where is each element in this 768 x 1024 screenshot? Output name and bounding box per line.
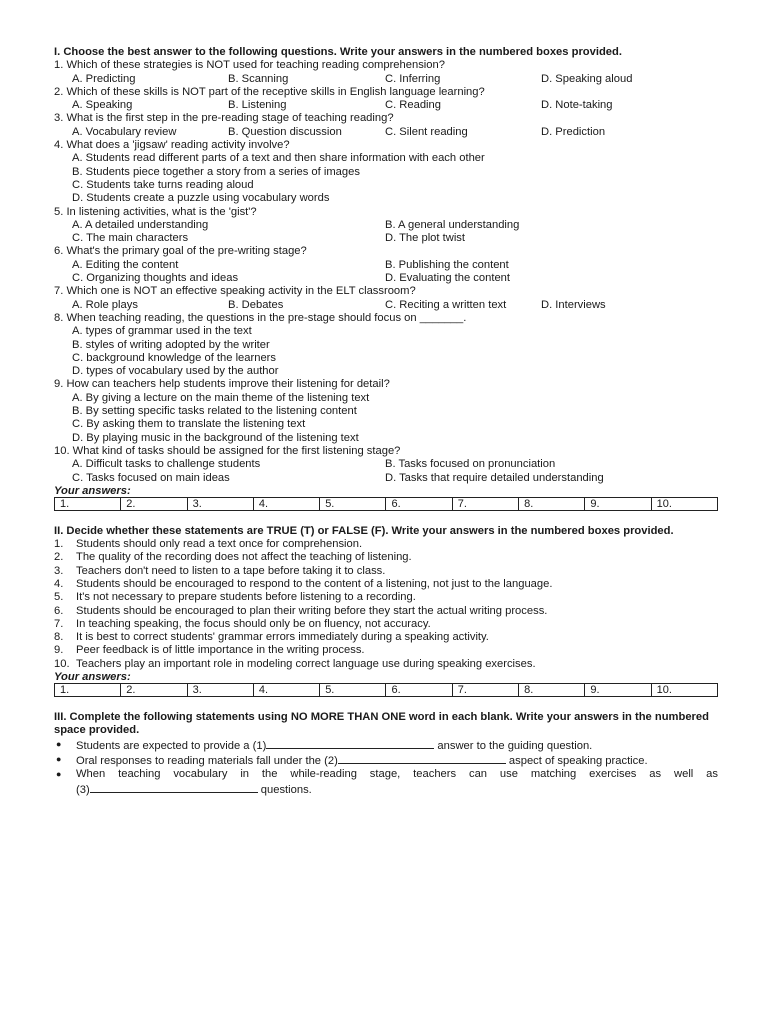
option-a: A. types of grammar used in the text bbox=[72, 325, 252, 338]
option-c: C. The main characters bbox=[72, 232, 189, 245]
blank-2[interactable] bbox=[338, 753, 506, 764]
part3-title: III. Complete the following statements using NO MORE THAN ONE word in each blank. Write your answers in the numbered space provided. bbox=[54, 711, 709, 737]
part1-question-8 bbox=[54, 312, 718, 378]
item-text: Students should be encouraged to respond to the content of a listening, not just to the language. bbox=[76, 577, 553, 590]
list-item bbox=[54, 738, 718, 753]
answer-box[interactable]: 9. bbox=[585, 684, 651, 697]
blank-3[interactable] bbox=[90, 782, 258, 793]
list-item bbox=[54, 644, 718, 657]
blank-1[interactable] bbox=[266, 738, 434, 749]
answer-box[interactable]: 6. bbox=[386, 497, 452, 510]
item-text: The quality of the recording does not affect the teaching of listening. bbox=[76, 551, 412, 564]
bullet-icon: ● bbox=[56, 753, 62, 764]
list-item bbox=[54, 618, 718, 631]
option-c: C. Inferring bbox=[385, 72, 441, 85]
part1-question-1 bbox=[54, 59, 718, 86]
option-b: B. A general understanding bbox=[385, 218, 520, 231]
option-d: D. Speaking aloud bbox=[541, 72, 633, 85]
list-item bbox=[54, 565, 718, 578]
answer-box[interactable]: 1. bbox=[55, 684, 121, 697]
answer-box[interactable]: 8. bbox=[519, 684, 585, 697]
option-d: D. Evaluating the content bbox=[385, 272, 511, 285]
option-b: B. Listening bbox=[228, 99, 287, 112]
answer-box[interactable]: 1. bbox=[55, 497, 121, 510]
item-number: 7. bbox=[54, 617, 64, 630]
item-number: 6. bbox=[54, 604, 64, 617]
list-item bbox=[54, 753, 718, 768]
option-b: B. styles of writing adopted by the writer bbox=[72, 338, 270, 351]
item-number: 10. bbox=[54, 657, 70, 670]
answer-box[interactable]: 7. bbox=[452, 497, 518, 510]
part1-question-10 bbox=[54, 445, 718, 485]
option-c: C. Organizing thoughts and ideas bbox=[72, 272, 239, 285]
statement-pre: Students are expected to provide a (1) bbox=[76, 739, 267, 752]
option-d: D. Note-taking bbox=[541, 99, 613, 112]
question-text: 8. When teaching reading, the questions in the pre-stage should focus on _______. bbox=[54, 311, 467, 324]
item-number: 2. bbox=[54, 551, 64, 564]
answer-box[interactable]: 7. bbox=[452, 684, 518, 697]
item-number: 4. bbox=[54, 577, 64, 590]
part2-statements bbox=[54, 538, 718, 671]
option-b: B. Tasks focused on pronunciation bbox=[385, 458, 556, 471]
item-text: It is best to correct students' grammar errors immediately during a speaking activity. bbox=[76, 631, 489, 644]
option-b: B. By setting specific tasks related to the listening content bbox=[72, 405, 357, 418]
item-text: Peer feedback is of little importance in the writing process. bbox=[76, 644, 365, 657]
bullet-icon: ● bbox=[56, 738, 62, 749]
statement-post: aspect of speaking practice. bbox=[505, 754, 648, 767]
list-item bbox=[54, 591, 718, 604]
answer-box[interactable]: 8. bbox=[519, 497, 585, 510]
option-a: A. Speaking bbox=[72, 99, 133, 112]
option-a: A. By giving a lecture on the main theme of the listening text bbox=[72, 391, 370, 404]
option-a: A. Role plays bbox=[72, 298, 138, 311]
statement-line: When teaching vocabulary in the while-reading stage, teachers can use matching exercises as well as bbox=[76, 768, 718, 781]
statement-pre: Oral responses to reading materials fall under the (2) bbox=[76, 754, 338, 767]
item-number: 3. bbox=[54, 564, 64, 577]
option-c: C. By asking them to translate the listening text bbox=[72, 418, 306, 431]
option-b: B. Scanning bbox=[228, 72, 289, 85]
your-answers-label: Your answers: bbox=[54, 484, 131, 497]
item-text: It's not necessary to prepare students before listening to a recording. bbox=[76, 591, 416, 604]
answer-box[interactable]: 4. bbox=[253, 497, 319, 510]
option-d: D. Prediction bbox=[541, 125, 606, 138]
answer-box[interactable]: 3. bbox=[187, 684, 253, 697]
question-text: 3. What is the first step in the pre-reading stage of teaching reading? bbox=[54, 112, 394, 125]
question-text: 7. Which one is NOT an effective speaking activity in the ELT classroom? bbox=[54, 285, 416, 298]
option-c: C. Reciting a written text bbox=[385, 298, 507, 311]
item-text: Students should only read a text once for comprehension. bbox=[76, 538, 363, 551]
answer-box[interactable]: 3. bbox=[187, 497, 253, 510]
answer-box[interactable]: 5. bbox=[320, 684, 386, 697]
question-text: 10. What kind of tasks should be assigned for the first listening stage? bbox=[54, 444, 401, 457]
item-text: Students should be encouraged to plan their writing before they start the actual writing process. bbox=[76, 604, 548, 617]
list-item bbox=[54, 538, 718, 551]
option-b: B. Publishing the content bbox=[385, 258, 509, 271]
part1-title: I. Choose the best answer to the following questions. Write your answers in the numbered boxes provided. bbox=[54, 46, 622, 58]
option-a: A. Students read different parts of a text and then share information with each other bbox=[72, 152, 485, 165]
answer-box[interactable]: 10. bbox=[651, 497, 717, 510]
option-b: B. Students piece together a story from a series of images bbox=[72, 165, 360, 178]
part1-question-7 bbox=[54, 285, 718, 312]
part2-title: II. Decide whether these statements are TRUE (T) or FALSE (F). Write your answers in the numbered boxes provided. bbox=[54, 524, 674, 537]
option-d: D. types of vocabulary used by the author bbox=[72, 365, 279, 378]
question-text: 6. What's the primary goal of the pre-writing stage? bbox=[54, 245, 307, 258]
answer-box[interactable]: 5. bbox=[320, 497, 386, 510]
list-item bbox=[54, 551, 718, 564]
item-number: 8. bbox=[54, 631, 64, 644]
item-text: In teaching speaking, the focus should only be on fluency, not accuracy. bbox=[76, 617, 431, 630]
option-a: A. Predicting bbox=[72, 72, 136, 85]
answer-box[interactable]: 2. bbox=[121, 497, 187, 510]
option-c: C. Tasks focused on main ideas bbox=[72, 471, 230, 484]
option-d: D. By playing music in the background of the listening text bbox=[72, 431, 359, 444]
answer-box[interactable]: 2. bbox=[121, 684, 187, 697]
option-d: D. Students create a puzzle using vocabulary words bbox=[72, 192, 330, 205]
option-a: A. Difficult tasks to challenge students bbox=[72, 458, 261, 471]
list-item bbox=[54, 631, 718, 644]
question-text: 5. In listening activities, what is the 'gist'? bbox=[54, 205, 257, 218]
list-item bbox=[54, 768, 718, 797]
your-answers-label: Your answers: bbox=[54, 671, 131, 684]
part1-question-5 bbox=[54, 206, 718, 246]
statement-pre: (3) bbox=[76, 783, 90, 796]
option-a: A. Editing the content bbox=[72, 258, 179, 271]
option-d: D. Tasks that require detailed understanding bbox=[385, 471, 604, 484]
statement-post: questions. bbox=[257, 783, 312, 796]
question-text: 2. Which of these skills is NOT part of the receptive skills in English language learning? bbox=[54, 85, 485, 98]
list-item bbox=[54, 658, 718, 671]
option-c: C. background knowledge of the learners bbox=[72, 351, 276, 364]
list-item bbox=[54, 578, 718, 591]
answer-box[interactable]: 4. bbox=[253, 684, 319, 697]
option-d: D. The plot twist bbox=[385, 232, 466, 245]
question-text: 9. How can teachers help students improve their listening for detail? bbox=[54, 378, 390, 391]
part1-question-9 bbox=[54, 378, 718, 444]
option-b: B. Debates bbox=[228, 298, 284, 311]
statement-post: answer to the guiding question. bbox=[434, 739, 593, 752]
part1-answer-boxes bbox=[54, 497, 718, 511]
item-number: 5. bbox=[54, 591, 64, 604]
option-d: D. Interviews bbox=[541, 298, 606, 311]
answer-box[interactable]: 9. bbox=[585, 497, 651, 510]
part1-question-2 bbox=[54, 86, 718, 113]
answer-box[interactable]: 6. bbox=[386, 684, 452, 697]
option-a: A. Vocabulary review bbox=[72, 125, 177, 138]
question-text: 1. Which of these strategies is NOT used for teaching reading comprehension? bbox=[54, 59, 445, 72]
part1-question-3 bbox=[54, 112, 718, 139]
option-c: C. Silent reading bbox=[385, 125, 468, 138]
option-a: A. A detailed understanding bbox=[72, 218, 209, 231]
item-number: 1. bbox=[54, 538, 64, 551]
answer-box[interactable]: 10. bbox=[651, 684, 717, 697]
part1-question-6 bbox=[54, 245, 718, 285]
part2-answer-boxes bbox=[54, 683, 718, 697]
worksheet bbox=[54, 46, 718, 797]
part1-question-4 bbox=[54, 139, 718, 205]
item-text: Teachers don't need to listen to a tape before taking it to class. bbox=[76, 564, 386, 577]
option-c: C. Students take turns reading aloud bbox=[72, 178, 254, 191]
question-text: 4. What does a 'jigsaw' reading activity involve? bbox=[54, 139, 290, 152]
list-item bbox=[54, 605, 718, 618]
option-c: C. Reading bbox=[385, 99, 441, 112]
item-number: 9. bbox=[54, 644, 64, 657]
bullet-icon: ● bbox=[56, 769, 62, 780]
option-b: B. Question discussion bbox=[228, 125, 342, 138]
item-text: Teachers play an important role in modeling correct language use during speaking exercises. bbox=[76, 657, 536, 670]
